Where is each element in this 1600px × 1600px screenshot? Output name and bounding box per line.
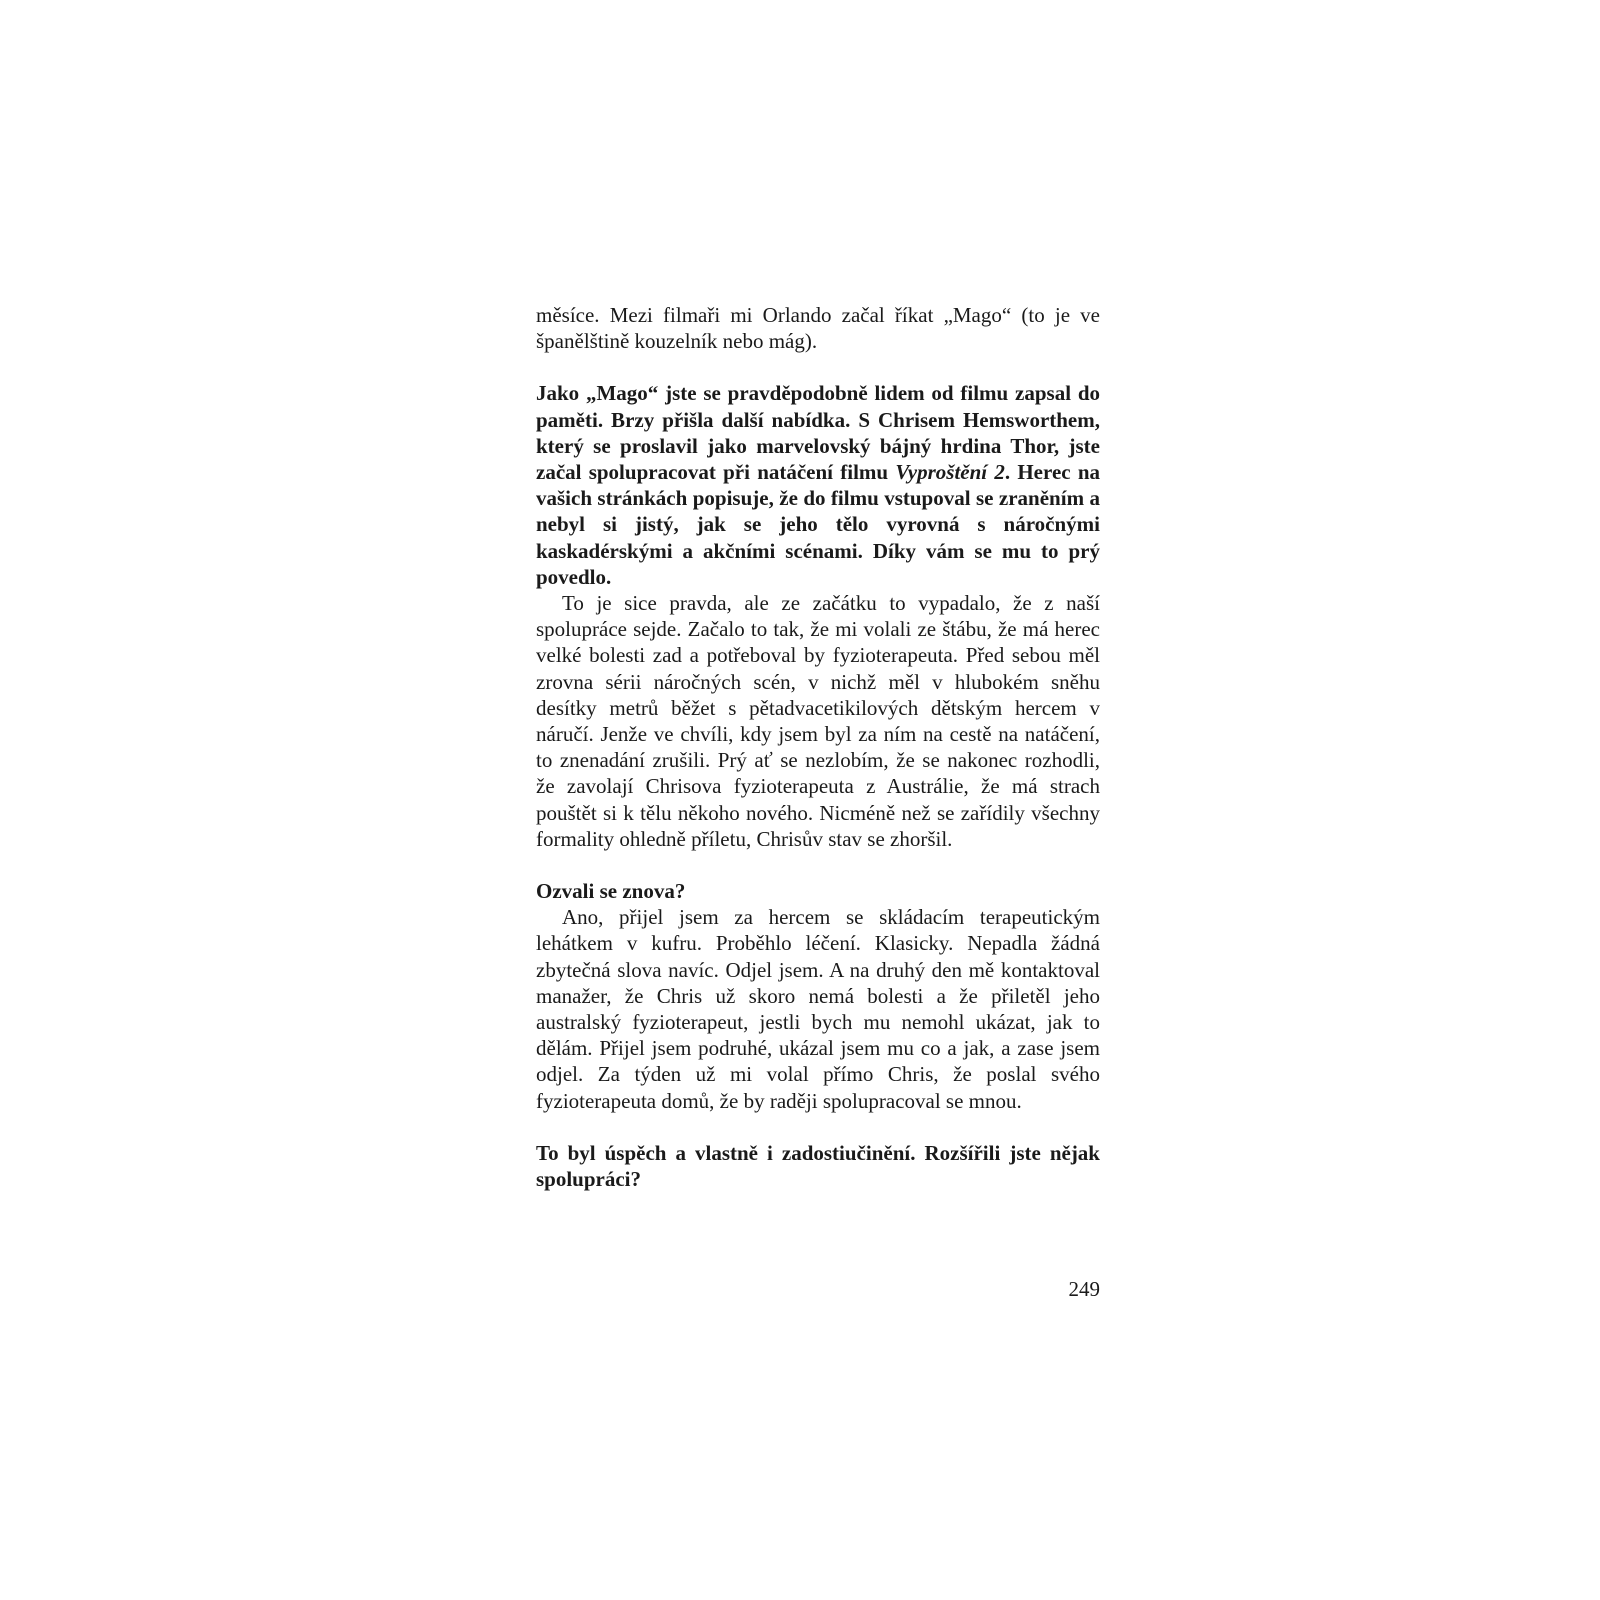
- text-segment: To byl úspěch a vlastně i zadostiučinění. Rozšířili jste nějak spolupráci?: [536, 1140, 1100, 1192]
- film-title: Vyproštění 2: [895, 460, 1005, 485]
- interview-question: [536, 1140, 1100, 1192]
- page-number: 249: [1068, 1277, 1100, 1301]
- answer-paragraph: [536, 590, 1100, 852]
- answer-paragraph: [536, 302, 1100, 354]
- interview-question: [536, 380, 1100, 590]
- interview-question: [536, 878, 1100, 904]
- text-segment: To je sice pravda, ale ze začátku to vypadalo, že z naší spolupráce sejde. Začalo to tak, že mi volali ze štábu, že má herec velké bolesti zad a potřeboval by fyzioterapeuta. Před sebou měl zrovna sérii náročných scén, v nichž měl v hlubokém sněhu desítky metrů běžet s pětadvacetikilových dětským hercem v náručí. Jenže ve chvíli, kdy jsem byl za ním na cestě na natáčení, to znenadání zrušili. Prý ať se nezlobím, že se nakonec rozhodli, že zavolají Chrisova fyzioterapeuta z Austrálie, že má strach pouštět si k tělu někoho nového. Nicméně než se zařídily všechny formality ohledně příletu, Chrisův stav se zhoršil.: [536, 591, 1100, 851]
- text-segment: měsíce. Mezi filmaři mi Orlando začal říkat „Mago“ (to je ve španělštině kouzelník nebo mág).: [536, 303, 1100, 354]
- text-segment: Jako „Mago“ jste se pravděpodobně lidem od filmu zapsal do paměti. Brzy přišla další nabídka. S Chrisem Hemsworthem, který se proslavil jako marvelovský bájný hrdina Thor, jste začal spolupracovat při natáčení filmu: [536, 381, 1100, 485]
- text-segment: Ano, přijel jsem za hercem se skládacím terapeutickým lehátkem v kufru. Proběhlo léčení. Klasicky. Nepadla žádná zbytečná slova navíc. Odjel jsem. A na druhý den mě kontaktoval manažer, že Chris už skoro nemá bolesti a že přiletěl jeho australský fyzioterapeut, jestli bych mu nemohl ukázat, jak to dělám. Přijel jsem podruhé, ukázal jsem mu co a jak, a zase jsem odjel. Za týden už mi volal přímo Chris, že poslal svého fyzioterapeuta domů, že by raději spolupracoval se mnou.: [536, 905, 1100, 1113]
- text-segment: . Herec na vašich stránkách popisuje, že do filmu vstupoval se zraněním a nebyl si jistý, jak se jeho tělo vyrovná s náročnými kaskadérskými a akčními scénami. Díky vám se mu to prý povedlo.: [536, 460, 1100, 589]
- paragraph-gap: [536, 1114, 1100, 1140]
- paragraph-gap: [536, 354, 1100, 380]
- answer-paragraph: [536, 904, 1100, 1114]
- text-segment: Ozvali se znova?: [536, 879, 686, 904]
- paragraph-gap: [536, 852, 1100, 878]
- text-block: [536, 302, 1100, 1192]
